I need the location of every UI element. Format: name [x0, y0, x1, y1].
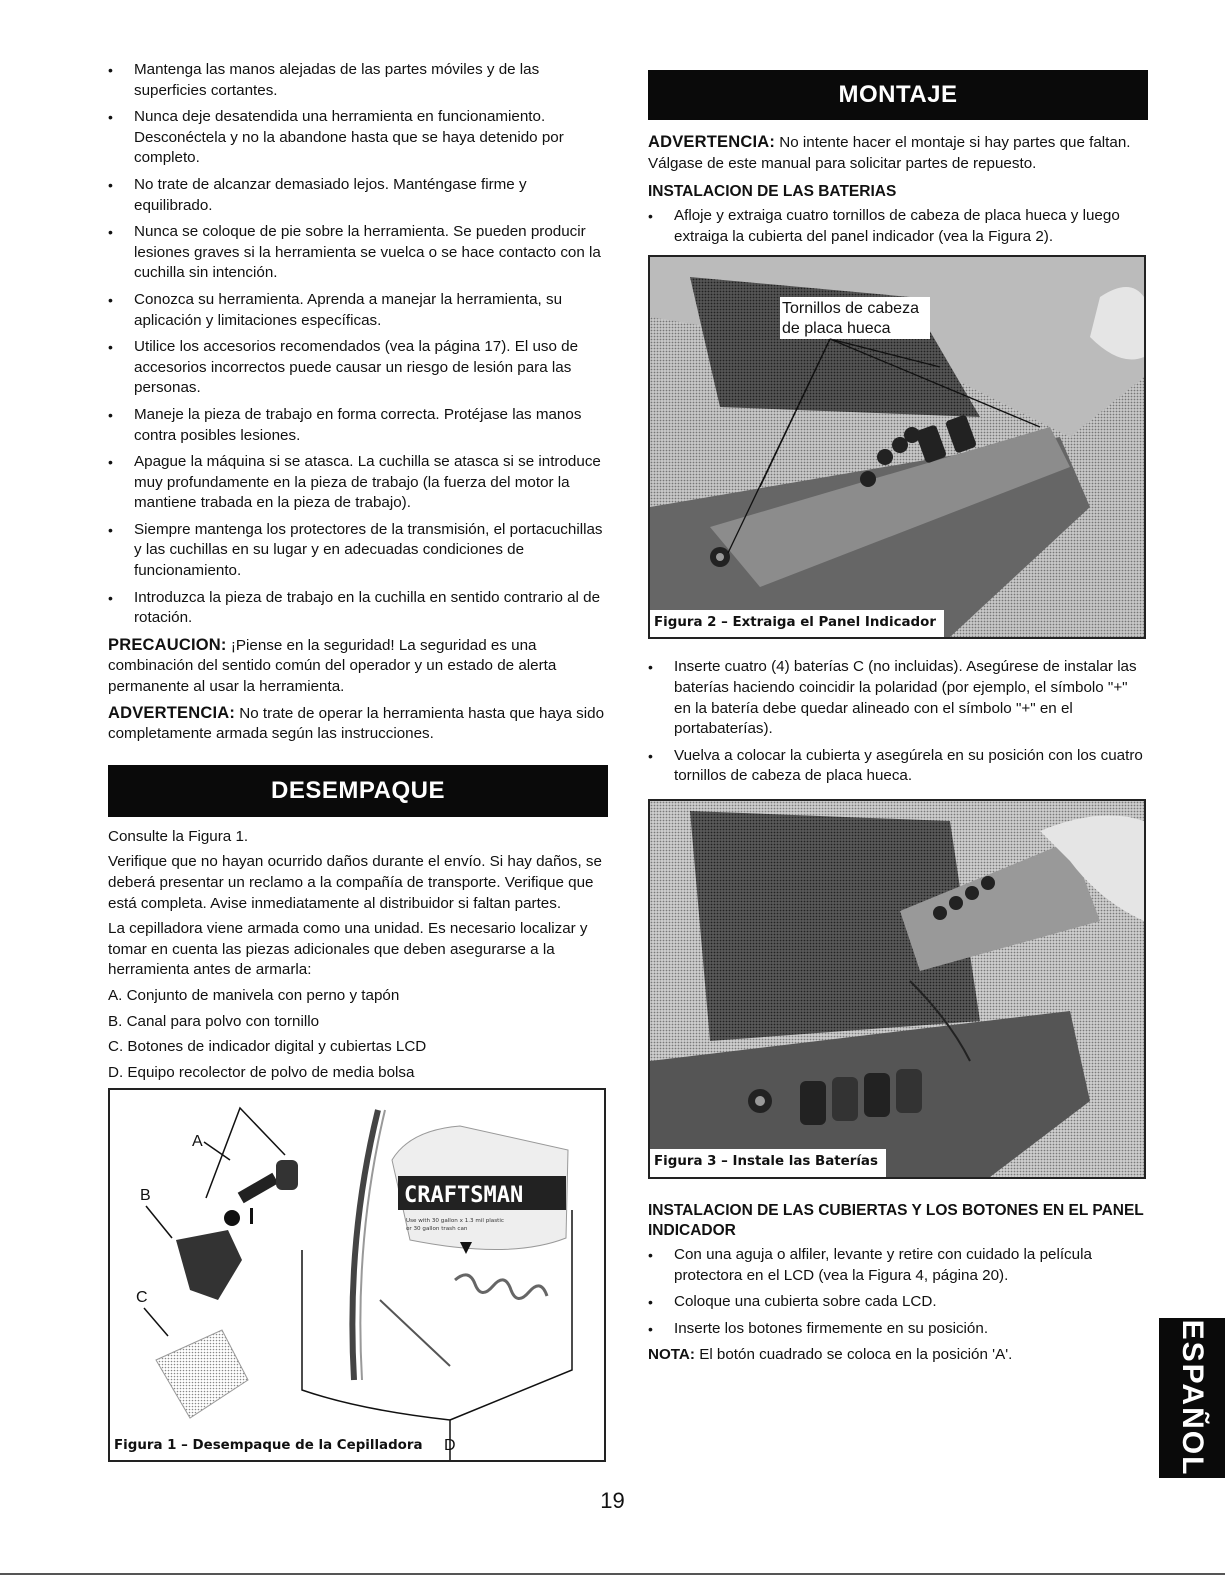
desempaque-paragraph-2: Verifique que no hayan ocurrido daños durante el envío. Si hay daños, se deberá presentar un reclamo a la compañía de transporte. Verifique que está completa. Avise inmediatamente al distribuidor si faltan partes.: [108, 853, 602, 912]
bag-print-line-2: or 30 gallon trash can: [406, 1226, 468, 1233]
advertencia-text: No trate de operar la herramienta hasta que haya sido completamente armada según las instrucciones.: [108, 704, 605, 743]
list-item: • Afloje y extraiga cuatro tornillos de cabeza de placa hueca y luego extraiga la cubierta del panel indicador (vea la Figura 2).: [648, 206, 1148, 247]
figure-3-caption: Figura 3 – Instale las Baterías: [650, 1149, 886, 1177]
figure-2-caption: Figura 2 – Extraiga el Panel Indicador: [650, 610, 944, 638]
part-item-a: A. Conjunto de manivela con perno y tapón: [108, 986, 400, 1004]
precaucion-label: PRECAUCION:: [108, 635, 227, 654]
knob-cap-shape: [224, 1210, 240, 1226]
precaucion-paragraph: [108, 635, 608, 698]
list-item: • Siempre mantenga los protectores de la transmisión, el portacuchillas y las cuchillas en su lugar y en adecuadas condiciones de funcionamiento.: [108, 520, 608, 582]
list-item: • Inserte los botones firmemente en su posición.: [648, 1319, 1148, 1340]
part-item-d: D. Equipo recolector de polvo de media bolsa: [108, 1063, 415, 1081]
battery-shape: [896, 1069, 922, 1113]
bottom-rule: [0, 1573, 1225, 1575]
part-item-c: C. Botones de indicador digital y cubiertas LCD: [108, 1038, 427, 1056]
bag-brand-text: CRAFTSMAN: [404, 1183, 524, 1209]
cubiertas-bullet-list: [648, 1245, 1148, 1339]
montaje-advertencia-paragraph: [648, 132, 1148, 174]
list-item: • Con una aguja o alfiler, levante y retire con cuidado la película protectora en el LCD (vea la Figura 4, página 20).: [648, 1245, 1148, 1286]
bag-print-line-1: Use with 30 gallon x 1.3 mil plastic: [406, 1218, 504, 1225]
label-d: D: [444, 1437, 456, 1455]
cubiertas-heading: INSTALACION DE LAS CUBIERTAS Y LOS BOTONES EN EL PANEL INDICADOR: [648, 1201, 1144, 1239]
label-c: C: [136, 1289, 148, 1307]
left-column: [108, 60, 608, 1462]
advertencia-label: ADVERTENCIA:: [108, 703, 236, 722]
list-item: • Introduzca la pieza de trabajo en la cuchilla en sentido contrario al de rotación.: [108, 588, 608, 629]
desempaque-banner: DESEMPAQUE: [108, 765, 608, 817]
language-side-tab: [1159, 1318, 1225, 1478]
montaje-banner: MONTAJE: [648, 70, 1148, 120]
list-item: • Coloque una cubierta sobre cada LCD.: [648, 1292, 1148, 1313]
list-item: • No trate de alcanzar demasiado lejos. Manténgase firme y equilibrado.: [108, 175, 608, 216]
advertencia-label: ADVERTENCIA:: [648, 133, 776, 151]
lcd-covers-shape: [156, 1330, 248, 1418]
list-item: • Nunca se coloque de pie sobre la herramienta. Se pueden producir lesiones graves si la herramienta se vuelca o se hace contacto con la cuchilla sin intención.: [108, 222, 608, 284]
figure-2-remove-panel: [648, 255, 1146, 639]
page-number: 19: [600, 1488, 625, 1513]
battery-shape: [864, 1073, 890, 1117]
label-b: B: [140, 1187, 151, 1205]
list-item: • Vuelva a colocar la cubierta y asegúrela en su posición con los cuatro tornillos de cabeza de placa hueca.: [648, 746, 1148, 787]
battery-shape: [832, 1077, 858, 1121]
right-column: [648, 70, 1148, 1371]
language-side-tab-label: ESPAÑOL: [1176, 1319, 1209, 1477]
figure-2-callout-line-2: de placa hueca: [782, 320, 891, 338]
crank-knob-shape: [276, 1160, 298, 1190]
nota-paragraph: [648, 1345, 1148, 1366]
figure-3-install-batteries: [648, 799, 1146, 1179]
baterias-bullet-list-2: [648, 657, 1148, 787]
advertencia-paragraph: [108, 703, 608, 745]
dust-chute-shape: [176, 1230, 242, 1300]
list-item: • Conozca su herramienta. Aprenda a manejar la herramienta, su aplicación y limitaciones específicas.: [108, 290, 608, 331]
list-item: • Apague la máquina si se atasca. La cuchilla se atasca si se introduce muy profundamente en la pieza de trabajo (la fuerza del motor la mantiene trabada en la pieza de trabajo).: [108, 452, 608, 514]
precaucion-text: ¡Piense en la seguridad! La seguridad es una combinación del sentido común del operador y un estado de alerta permanente al usar la herramienta.: [108, 636, 557, 696]
figure-2-callout-line-1: Tornillos de cabeza: [782, 300, 919, 318]
figure-1-unpacking: [108, 1088, 606, 1462]
figure-3-photo: [650, 801, 1144, 1177]
desempaque-paragraph-3: La cepilladora viene armada como una unidad. Es necesario localizar y tomar en cuenta las piezas adicionales que deben asegurarse a la herramienta antes de armarla:: [108, 920, 588, 979]
label-a: A: [192, 1133, 203, 1151]
spring-clamp-shape: [455, 1275, 547, 1299]
figure-1-illustration: [110, 1090, 604, 1460]
list-item: • Inserte cuatro (4) baterías C (no incluidas). Asegúrese de instalar las baterías haciendo coincidir la polaridad (por ejemplo, el símbolo "+" en la batería debe quedar alineado con el símbolo "+" en el portabaterías).: [648, 657, 1148, 739]
battery-shape: [800, 1081, 826, 1125]
nota-text: El botón cuadrado se coloca en la posición 'A'.: [694, 1346, 1013, 1364]
figure-2-photo: [650, 257, 1144, 637]
nota-label: NOTA:: [648, 1346, 695, 1364]
list-item: • Maneje la pieza de trabajo en forma correcta. Protéjase las manos contra posibles lesiones.: [108, 405, 608, 446]
advertencia-text: No intente hacer el montaje si hay partes que faltan. Válgase de este manual para solicitar partes de repuesto.: [648, 134, 1131, 172]
list-item: • Nunca deje desatendida una herramienta en funcionamiento. Desconéctela y no la abandone hasta que se haya detenido por completo.: [108, 107, 608, 169]
part-item-b: B. Canal para polvo con tornillo: [108, 1012, 320, 1030]
baterias-bullet-list-1: [648, 206, 1148, 247]
list-item: • Mantenga las manos alejadas de las partes móviles y de las superficies cortantes.: [108, 60, 608, 101]
figure-1-caption: Figura 1 – Desempaque de la Cepilladora: [110, 1433, 431, 1461]
safety-bullet-list: [108, 60, 608, 629]
crank-handle-shape: [238, 1173, 279, 1203]
baterias-heading: INSTALACION DE LAS BATERIAS: [648, 183, 897, 201]
list-item: • Utilice los accesorios recomendados (vea la página 17). El uso de accesorios incorrectos puede causar un riesgo de lesión para las personas.: [108, 337, 608, 399]
hose-shape: [352, 1110, 378, 1380]
desempaque-paragraph-1: Consulte la Figura 1.: [108, 827, 249, 845]
